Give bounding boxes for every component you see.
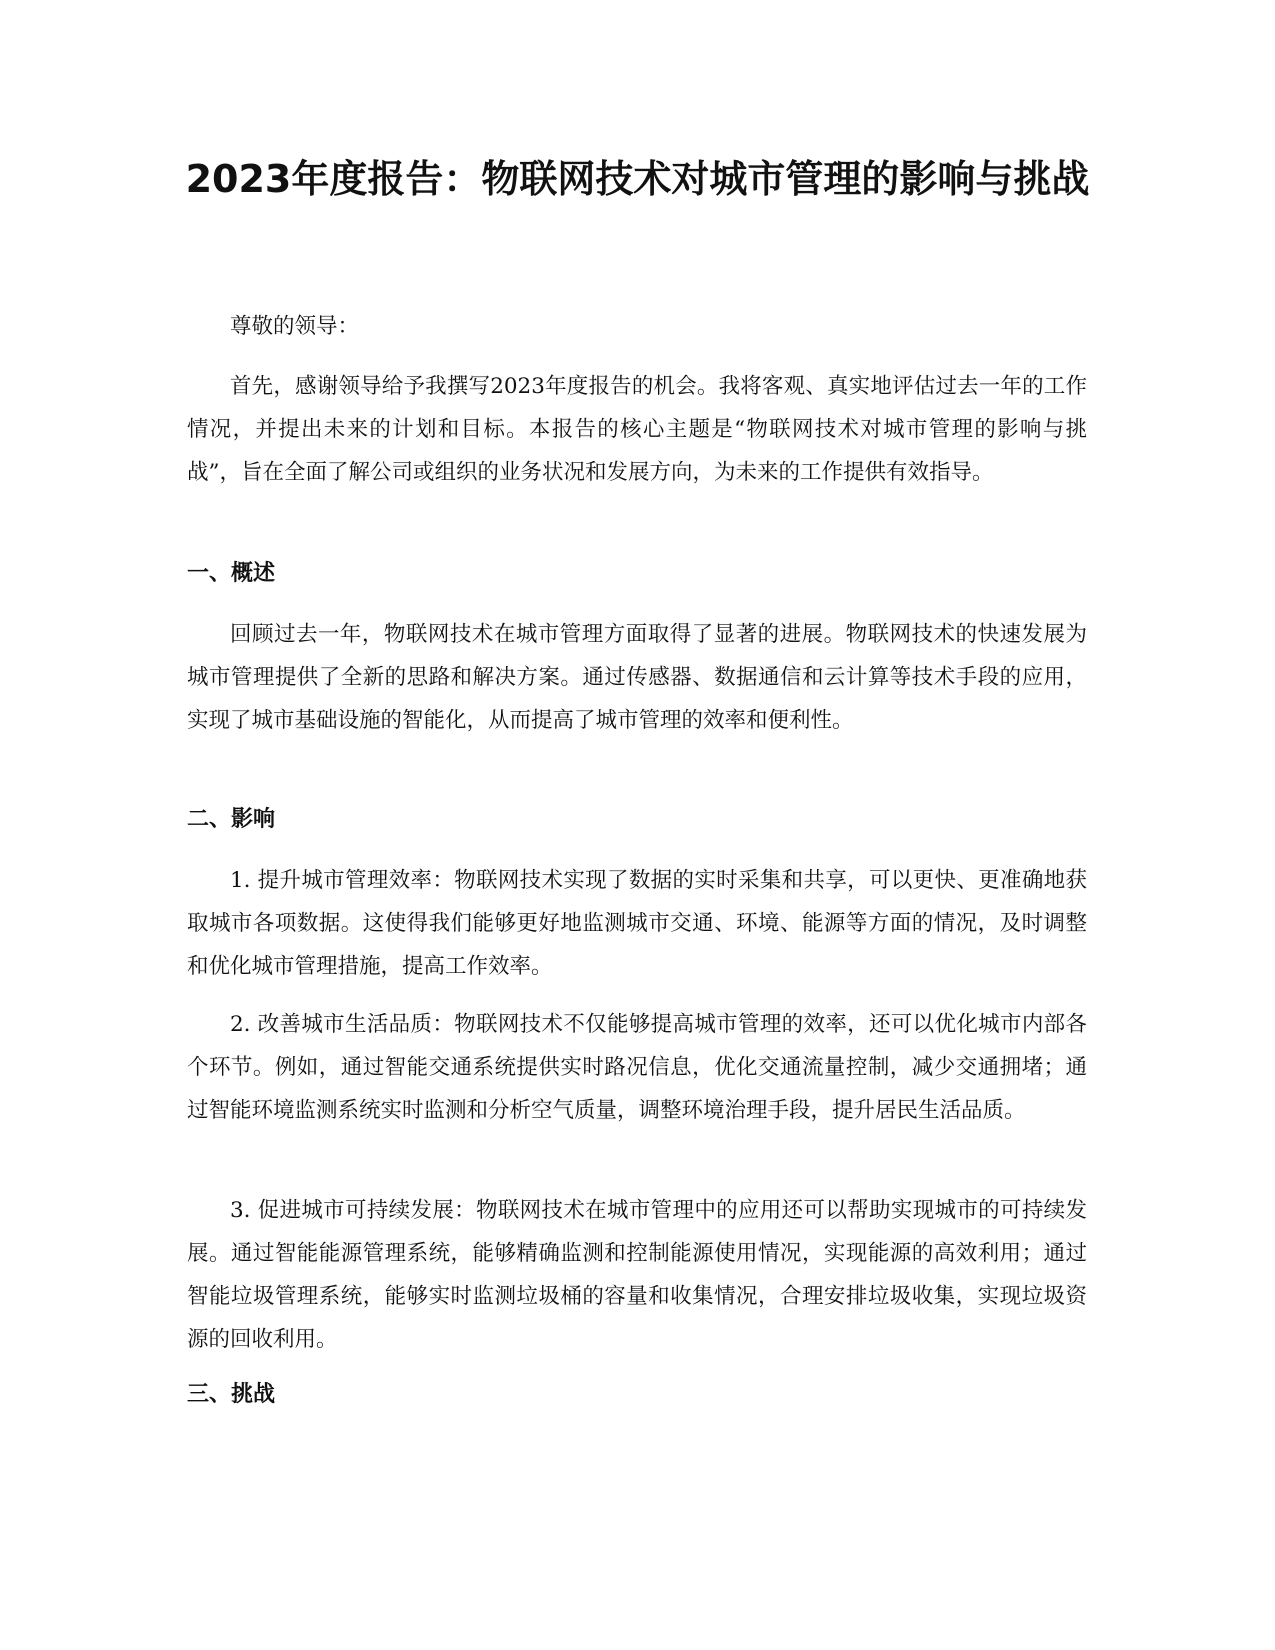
- document-title: 2023年度报告：物联网技术对城市管理的影响与挑战: [185, 157, 1090, 201]
- impact-item-2: 2. 改善城市生活品质：物联网技术不仅能够提高城市管理的效率，还可以优化城市内部各个环节。例如，通过智能交通系统提供实时路况信息，优化交通流量控制，减少交通拥堵；通过智能环境监测系统实时监测和分析空气质量，调整环境治理手段，提升居民生活品质。: [187, 1012, 1087, 1123]
- impact-item-3: 3. 促进城市可持续发展：物联网技术在城市管理中的应用还可以帮助实现城市的可持续发展。通过智能能源管理系统，能够精确监测和控制能源使用情况，实现能源的高效利用；通过智能垃圾管理系统，能够实时监测垃圾桶的容量和收集情况，合理安排垃圾收集，实现垃圾资源的回收利用。: [187, 1198, 1087, 1352]
- section-heading-overview: 一、概述: [187, 561, 276, 586]
- intro-paragraph: 首先，感谢领导给予我撰写2023年度报告的机会。我将客观、真实地评估过去一年的工作情况，并提出未来的计划和目标。本报告的核心主题是“物联网技术对城市管理的影响与挑战”，旨在全面了解公司或组织的业务状况和发展方向，为未来的工作提供有效指导。: [187, 374, 1087, 485]
- impact-item-1: 1. 提升城市管理效率：物联网技术实现了数据的实时采集和共享，可以更快、更准确地获取城市各项数据。这使得我们能够更好地监测城市交通、环境、能源等方面的情况，及时调整和优化城市管理措施，提高工作效率。: [187, 868, 1087, 979]
- section-heading-challenges: 三、挑战: [187, 1382, 276, 1407]
- salutation: 尊敬的领导：: [230, 314, 360, 339]
- section-heading-impact: 二、影响: [187, 807, 276, 832]
- overview-paragraph: 回顾过去一年，物联网技术在城市管理方面取得了显著的进展。物联网技术的快速发展为城市管理提供了全新的思路和解决方案。通过传感器、数据通信和云计算等技术手段的应用，实现了城市基础设施的智能化，从而提高了城市管理的效率和便利性。: [187, 622, 1087, 733]
